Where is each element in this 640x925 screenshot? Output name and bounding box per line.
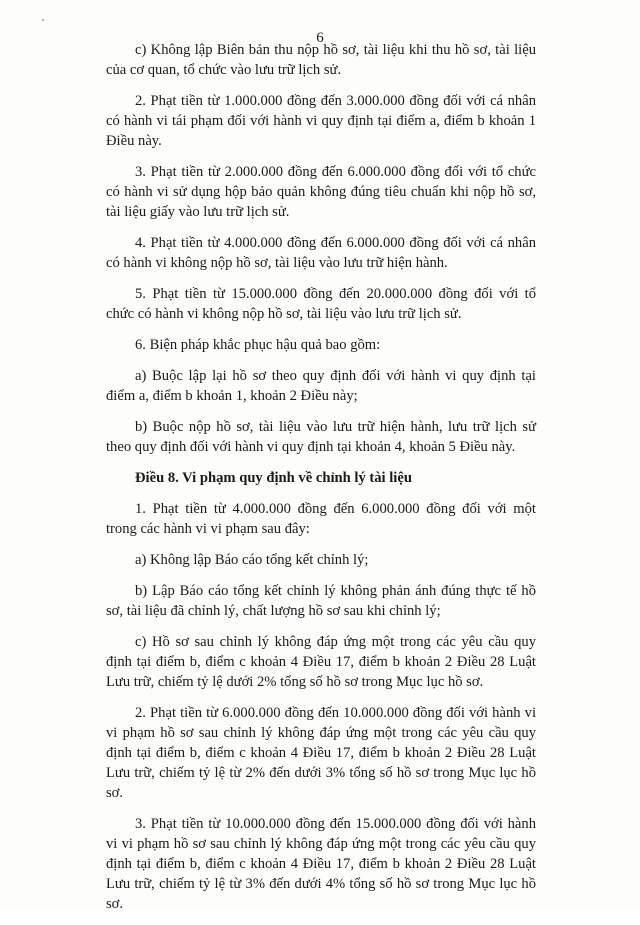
paragraph-2-repeat-violation: 2. Phạt tiền từ 1.000.000 đồng đến 3.000.000 đồng đối với cá nhân có hành vi tái phạm đối với hành vi quy định tại điểm a, điểm b khoản 1 Điều này. bbox=[106, 93, 536, 149]
paragraph-5-no-submission-historical: 5. Phạt tiền từ 15.000.000 đồng đến 20.000.000 đồng đối với tổ chức có hành vi không nộp hồ sơ, tài liệu vào lưu trữ lịch sử. bbox=[106, 286, 536, 322]
paragraph-1c-no-handover-record: c) Không lập Biên bản thu nộp hồ sơ, tài liệu khi thu hồ sơ, tài liệu của cơ quan, tổ chức vào lưu trữ lịch sử. bbox=[106, 42, 536, 78]
paragraph-6-remedial-measures: 6. Biện pháp khắc phục hậu quả bao gồm: bbox=[135, 337, 381, 353]
article-8-paragraph-1a: a) Không lập Báo cáo tổng kết chỉnh lý; bbox=[135, 552, 369, 568]
paragraph-3-nonstandard-box: 3. Phạt tiền từ 2.000.000 đồng đến 6.000.000 đồng đối với tổ chức có hành vi sử dụng hộp bảo quản không đúng tiêu chuẩn khi nộp hồ sơ, tài liệu giấy vào lưu trữ lịch sử. bbox=[106, 164, 536, 220]
article-8-paragraph-2: 2. Phạt tiền từ 6.000.000 đồng đến 10.000.000 đồng đối với hành vi vi phạm hồ sơ sau chỉnh lý không đáp ứng một trong các yêu cầu quy định tại điểm b, điểm c khoản 4 Điều 17, điểm b khoản 2 Điều 28 Luật Lưu trữ, chiếm tỷ lệ từ 2% đến dưới 3% tổng số hồ sơ trong Mục lục hồ sơ. bbox=[106, 705, 536, 801]
paragraph-6a-redo-records: a) Buộc lập lại hồ sơ theo quy định đối với hành vi quy định tại điểm a, điểm b khoản 1, khoản 2 Điều này; bbox=[106, 368, 536, 404]
scan-speck bbox=[42, 19, 44, 21]
paragraph-4-no-submission-current: 4. Phạt tiền từ 4.000.000 đồng đến 6.000.000 đồng đối với cá nhân có hành vi không nộp hồ sơ, tài liệu vào lưu trữ hiện hành. bbox=[106, 235, 536, 271]
article-8-paragraph-1: 1. Phạt tiền từ 4.000.000 đồng đến 6.000.000 đồng đối với một trong các hành vi vi phạm sau đây: bbox=[106, 501, 536, 537]
article-8-paragraph-1c: c) Hồ sơ sau chỉnh lý không đáp ứng một trong các yêu cầu quy định tại điểm b, điểm c khoản 4 Điều 17, điểm b khoản 2 Điều 28 Luật Lưu trữ, chiếm tỷ lệ dưới 2% tổng số hồ sơ trong Mục lục hồ sơ. bbox=[106, 634, 536, 690]
paragraph-6b-submit-records: b) Buộc nộp hồ sơ, tài liệu vào lưu trữ hiện hành, lưu trữ lịch sử theo quy định đối với hành vi quy định tại khoản 4, khoản 5 Điều này. bbox=[106, 419, 536, 455]
document-body bbox=[106, 40, 536, 925]
article-8-paragraph-1b: b) Lập Báo cáo tổng kết chỉnh lý không phản ánh đúng thực tế hồ sơ, tài liệu đã chỉnh lý, chất lượng hồ sơ sau khi chỉnh lý; bbox=[106, 583, 536, 619]
article-8-heading: Điều 8. Vi phạm quy định về chỉnh lý tài liệu bbox=[135, 470, 412, 486]
page-number: 6 bbox=[316, 30, 324, 46]
article-8-paragraph-3: 3. Phạt tiền từ 10.000.000 đồng đến 15.000.000 đồng đối với hành vi vi phạm hồ sơ sau chỉnh lý không đáp ứng một trong các yêu cầu quy định tại điểm b, điểm c khoản 4 Điều 17, điểm b khoản 2 Điều 28 Luật Lưu trữ, chiếm tỷ lệ từ 3% đến dưới 4% tổng số hồ sơ trong Mục lục hồ sơ. bbox=[106, 816, 536, 912]
